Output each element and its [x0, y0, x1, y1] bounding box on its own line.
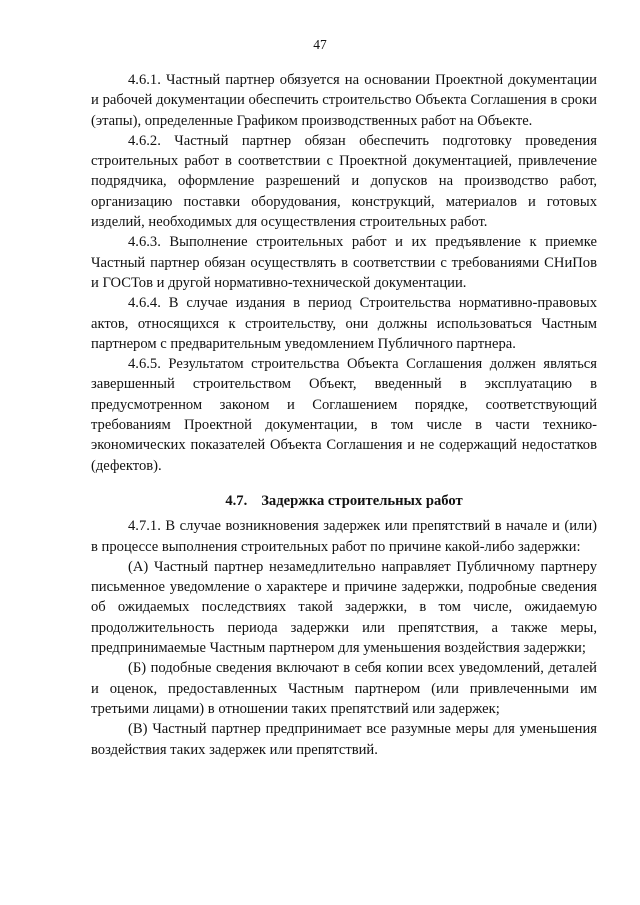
section-number: 4.7. — [225, 492, 248, 509]
paragraph-4-7-1: 4.7.1. В случае возникновения задержек или препятствий в начале и (или) в процессе выполнения строительных работ по причине какой-либо задержки: — [91, 518, 597, 555]
paragraph-4-6-2: 4.6.2. Частный партнер обязан обеспечить подготовку проведения строительных работ в соответствии с Проектной документацией, привлечение подрядчика, оформление разрешений и допусков на производство работ, организацию поставки оборудования, конструкций, материалов и готовых изделий, необходимых для осуществления строительных работ. — [91, 132, 597, 231]
paragraph-4-6-1: 4.6.1. Частный партнер обязуется на основании Проектной документации и рабочей документации обеспечить строительство Объекта Соглашения в сроки (этапы), определенные Графиком производственных работ на Объекте. — [91, 72, 597, 129]
list-item-b: (Б) подобные сведения включают в себя копии всех уведомлений, деталей и оценок, предоставленных Частным партнером (или привлеченными им третьими лицами) в отношении таких препятствий или задержек; — [91, 660, 597, 717]
section-heading-4-7 — [91, 491, 597, 511]
paragraph-4-6-4: 4.6.4. В случае издания в период Строительства нормативно-правовых актов, относящихся к строительству, они должны использоваться Частным партнером с предварительным уведомлением Публичного партнера. — [91, 295, 597, 352]
paragraph-4-6-3: 4.6.3. Выполнение строительных работ и их предъявление к приемке Частный партнер обязан осуществлять в соответствии с требованиями СНиПов и ГОСТов и другой нормативно-технической документации. — [91, 234, 597, 291]
section-title: Задержка строительных работ — [261, 492, 463, 509]
document-body — [91, 70, 597, 760]
list-item-v: (В) Частный партнер предпринимает все разумные меры для уменьшения воздействия таких задержек или препятствий. — [91, 721, 597, 758]
paragraph-4-6-5: 4.6.5. Результатом строительства Объекта Соглашения должен являться завершенный строительством Объект, введенный в эксплуатацию в предусмотренном законом и Соглашением порядке, соответствующий требованиям Проектной документации, в том числе в части технико-экономических показателей Объекта Соглашения и не содержащий недостатков (дефектов). — [91, 356, 597, 474]
page-number: 47 — [313, 37, 327, 52]
list-item-a: (А) Частный партнер незамедлительно направляет Публичному партнеру письменное уведомление о характере и причине задержки, подробные сведения об ожидаемых последствиях такой задержки, в том числе, ожидаемую продолжительность периода задержки или препятствия, а также меры, предпринимаемые Частным партнером для уменьшения воздействия задержки; — [91, 558, 597, 657]
